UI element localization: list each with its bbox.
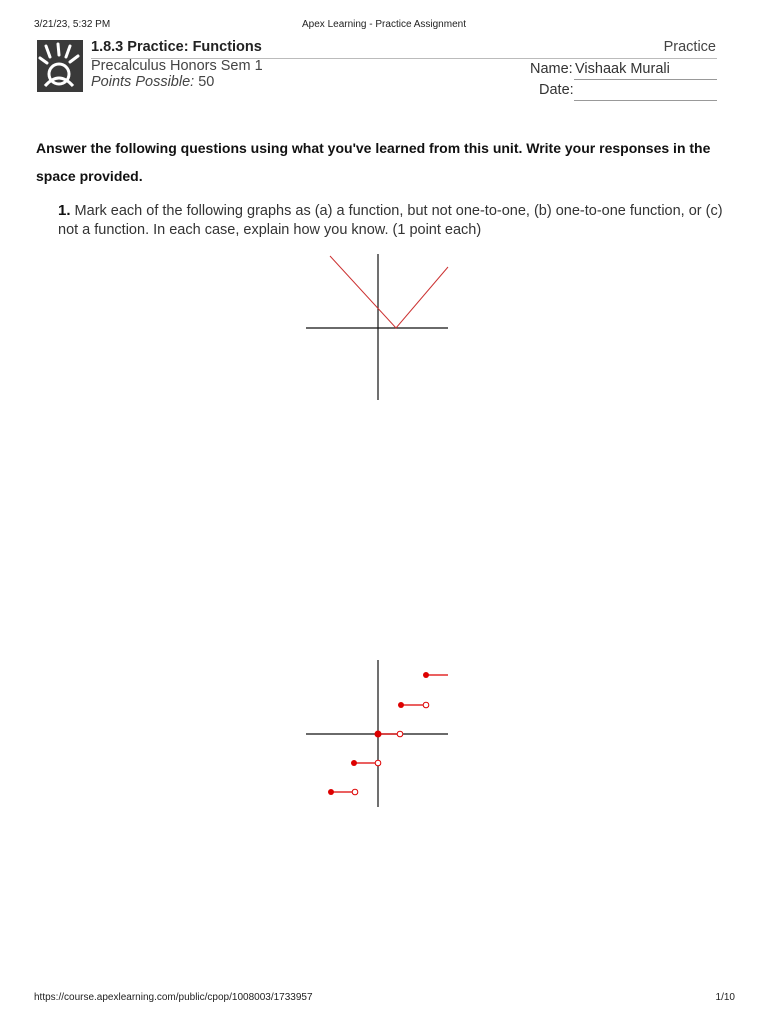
step-open-dot (352, 789, 358, 795)
question-text: Mark each of the following graphs as (a) a function, but not one-to-one, (b) one-to-one function, or (c) not a function. In each case, explain how you know. (1 point each) (58, 203, 723, 238)
question-1 (58, 202, 738, 239)
step-closed-dot (328, 789, 334, 795)
header-divider-right (513, 58, 717, 59)
assignment-type: Practice (663, 39, 716, 55)
step-closed-dot (398, 702, 404, 708)
print-page-number: 1/10 (715, 992, 735, 1003)
graph-step-function (300, 655, 460, 810)
name-underline (574, 79, 717, 80)
step-open-dot (397, 731, 403, 737)
name-label: Name: (530, 61, 573, 77)
step-closed-dot (423, 672, 429, 678)
print-datetime: 3/21/23, 5:32 PM (34, 19, 111, 30)
graph1-curve (330, 256, 448, 328)
question-number: 1. (58, 202, 71, 219)
course-name: Precalculus Honors Sem 1 (91, 58, 263, 74)
points-possible (91, 74, 214, 90)
step-closed-dot (351, 760, 357, 766)
graph-absolute-value (300, 250, 460, 405)
step-open-dot (375, 760, 381, 766)
print-page-title: Apex Learning - Practice Assignment (302, 19, 466, 30)
date-field[interactable] (574, 100, 717, 101)
step-closed-dot (375, 731, 382, 738)
step-open-dot (423, 702, 429, 708)
print-url: https://course.apexlearning.com/public/cpop/1008003/1733957 (34, 992, 313, 1003)
points-value: 50 (198, 74, 215, 90)
date-label: Date: (539, 82, 574, 98)
points-label: Points Possible: (91, 74, 195, 90)
apex-logo-icon (37, 40, 83, 92)
assignment-title: 1.8.3 Practice: Functions (91, 39, 262, 55)
name-field[interactable]: Vishaak Murali (575, 61, 670, 77)
instructions: Answer the following questions using what you've learned from this unit. Write your responses in the space provided. (36, 140, 711, 184)
